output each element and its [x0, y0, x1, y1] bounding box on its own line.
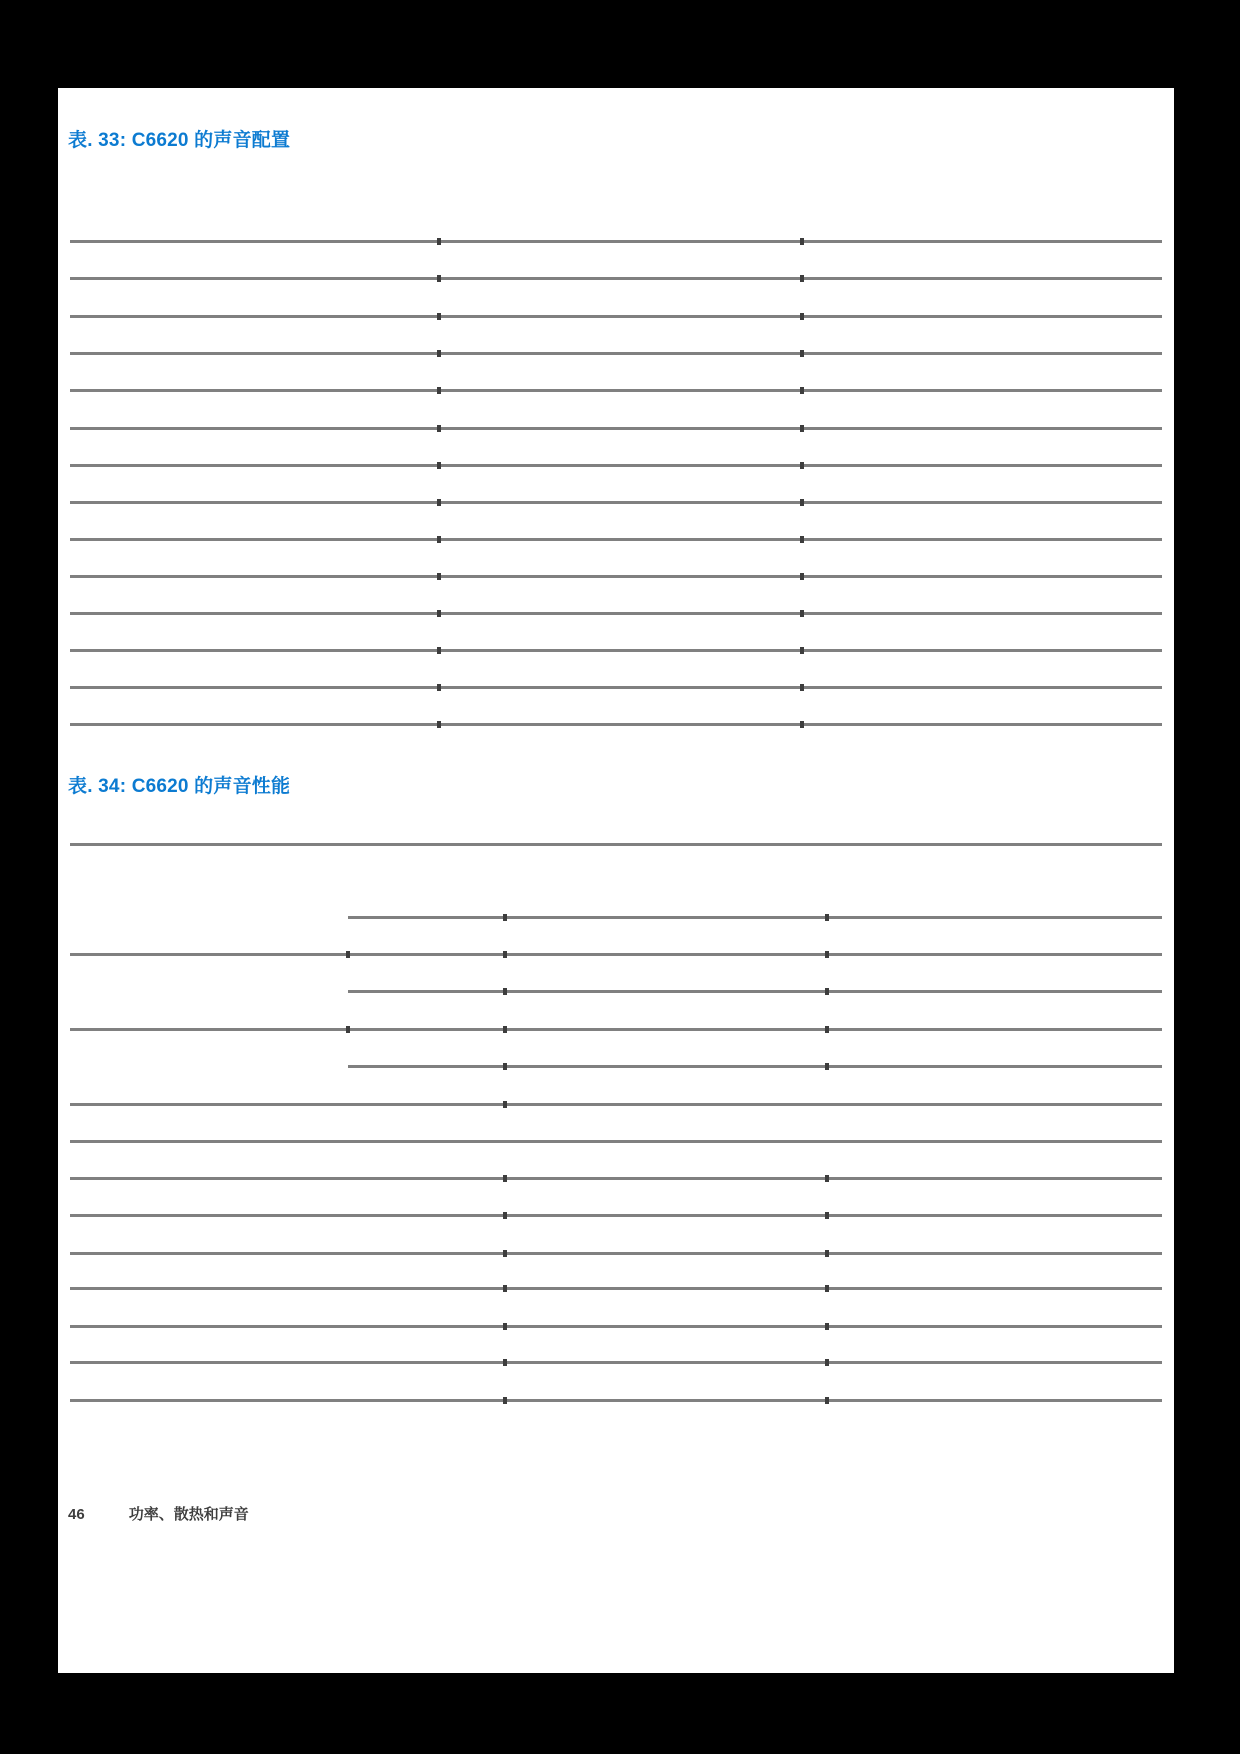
column-boundary-tick: [437, 387, 441, 394]
column-boundary-tick: [800, 238, 804, 245]
table-rule-line: [70, 575, 1162, 578]
table-rule-line: [70, 1103, 1162, 1106]
column-boundary-tick: [800, 536, 804, 543]
column-boundary-tick: [825, 988, 829, 995]
column-boundary-tick: [437, 573, 441, 580]
column-boundary-tick: [825, 1359, 829, 1366]
table-rule-line: [70, 389, 1162, 392]
column-boundary-tick: [800, 425, 804, 432]
column-boundary-tick: [437, 536, 441, 543]
column-boundary-tick: [503, 1285, 507, 1292]
table-rule-line: [70, 723, 1162, 726]
table-rule-line: [70, 686, 1162, 689]
table-rule-line: [348, 1065, 1162, 1068]
column-boundary-tick: [825, 1026, 829, 1033]
column-boundary-tick: [825, 1397, 829, 1404]
column-boundary-tick: [503, 1212, 507, 1219]
table-rule-line: [70, 352, 1162, 355]
table-rule-line: [70, 1140, 1162, 1143]
page-margin-right: [1174, 0, 1240, 1754]
column-boundary-tick: [437, 313, 441, 320]
column-boundary-tick: [503, 1026, 507, 1033]
column-boundary-tick: [825, 914, 829, 921]
table-rule-line: [70, 843, 1162, 846]
column-boundary-tick: [437, 721, 441, 728]
table-rule-line: [70, 277, 1162, 280]
table-rule-line: [348, 990, 1162, 993]
column-boundary-tick: [800, 573, 804, 580]
table-rule-line: [70, 501, 1162, 504]
column-boundary-tick: [800, 647, 804, 654]
column-boundary-tick: [437, 462, 441, 469]
table-rule-line: [70, 1177, 1162, 1180]
column-boundary-tick: [800, 462, 804, 469]
column-boundary-tick: [800, 275, 804, 282]
column-boundary-tick: [346, 1026, 350, 1033]
column-boundary-tick: [800, 387, 804, 394]
column-boundary-tick: [800, 684, 804, 691]
column-boundary-tick: [825, 951, 829, 958]
table-rule-line: [70, 1399, 1162, 1402]
column-boundary-tick: [437, 275, 441, 282]
table-rule-line: [70, 1287, 1162, 1290]
column-boundary-tick: [825, 1063, 829, 1070]
column-boundary-tick: [800, 350, 804, 357]
page-number: 46: [68, 1506, 85, 1523]
column-boundary-tick: [437, 684, 441, 691]
footer-section-title: 功率、散热和声音: [128, 1506, 249, 1523]
column-boundary-tick: [503, 914, 507, 921]
table-rule-line: [70, 1028, 1162, 1031]
table-rule-line: [70, 953, 1162, 956]
table-rule-line: [70, 427, 1162, 430]
page-margin-top: [0, 0, 1240, 88]
column-boundary-tick: [437, 499, 441, 506]
column-boundary-tick: [503, 951, 507, 958]
column-boundary-tick: [825, 1212, 829, 1219]
column-boundary-tick: [437, 238, 441, 245]
column-boundary-tick: [503, 1101, 507, 1108]
page-footer: [68, 1504, 249, 1526]
column-boundary-tick: [503, 1175, 507, 1182]
column-boundary-tick: [503, 1250, 507, 1257]
page-margin-bottom: [0, 1673, 1240, 1754]
table-rule-line: [70, 1214, 1162, 1217]
column-boundary-tick: [825, 1175, 829, 1182]
table-rule-line: [70, 538, 1162, 541]
column-boundary-tick: [437, 647, 441, 654]
column-boundary-tick: [800, 610, 804, 617]
table-rule-line: [70, 649, 1162, 652]
table-rule-line: [70, 1361, 1162, 1364]
page-margin-left: [0, 0, 58, 1754]
table-rule-line: [70, 240, 1162, 243]
column-boundary-tick: [346, 951, 350, 958]
column-boundary-tick: [503, 1063, 507, 1070]
table-rule-line: [348, 916, 1162, 919]
table-rule-line: [70, 1252, 1162, 1255]
table-33-caption: 表. 33: C6620 的声音配置: [68, 130, 291, 151]
table-rule-line: [70, 464, 1162, 467]
column-boundary-tick: [503, 1397, 507, 1404]
column-boundary-tick: [800, 499, 804, 506]
table-rule-line: [70, 612, 1162, 615]
table-rule-line: [70, 315, 1162, 318]
column-boundary-tick: [800, 721, 804, 728]
column-boundary-tick: [503, 1323, 507, 1330]
table-rule-line: [70, 1325, 1162, 1328]
column-boundary-tick: [800, 313, 804, 320]
column-boundary-tick: [437, 425, 441, 432]
column-boundary-tick: [503, 988, 507, 995]
column-boundary-tick: [825, 1323, 829, 1330]
column-boundary-tick: [437, 610, 441, 617]
table-34-caption: 表. 34: C6620 的声音性能: [68, 776, 291, 797]
column-boundary-tick: [825, 1250, 829, 1257]
column-boundary-tick: [825, 1285, 829, 1292]
column-boundary-tick: [503, 1359, 507, 1366]
column-boundary-tick: [437, 350, 441, 357]
